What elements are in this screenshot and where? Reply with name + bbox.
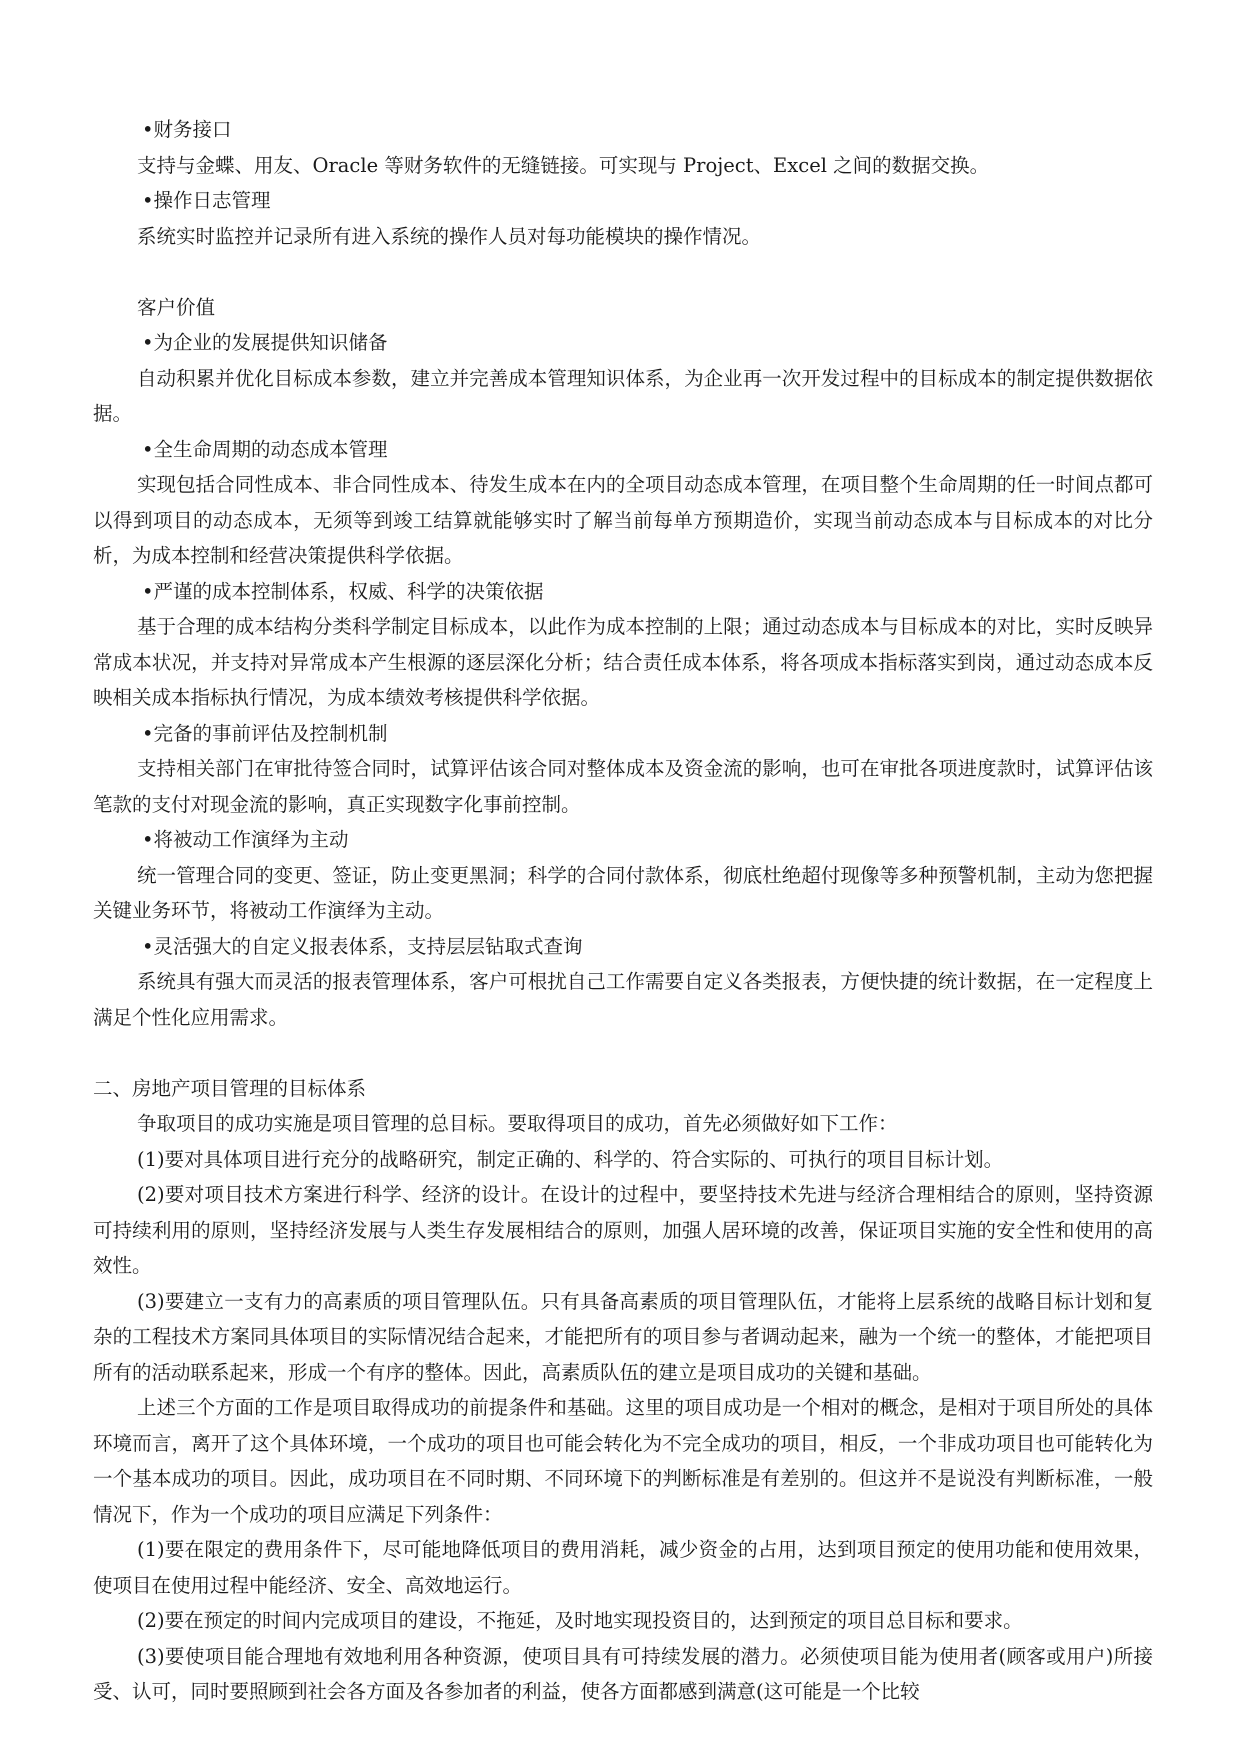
bullet-heading: •操作日志管理 [142, 189, 271, 212]
paragraph: 统一管理合同的变更、签证，防止变更黑洞；科学的合同付款体系，彻底杜绝超付现像等多种预警机制，主动为您把握关键业务环节，将被动工作演绎为主动。 [93, 863, 1153, 922]
numbered-paragraph: (2)要在预定的时间内完成项目的建设，不拖延，及时地实现投资目的，达到预定的项目总目标和要求。 [137, 1609, 1023, 1632]
bullet-heading: •全生命周期的动态成本管理 [142, 437, 388, 461]
paragraph: 实现包括合同性成本、非合同性成本、待发生成本在内的全项目动态成本管理，在项目整个生命周期的任一时间点都可以得到项目的动态成本，无须等到竣工结算就能够实时了解当前每单方预期造价，实现当前动态成本与目标成本的对比分析，为成本控制和经营决策提供科学依据。 [93, 473, 1153, 567]
subsection-title: 客户价值 [137, 295, 216, 319]
paragraph: 上述三个方面的工作是项目取得成功的前提条件和基础。这里的项目成功是一个相对的概念，是相对于项目所处的具体环境而言，离开了这个具体环境，一个成功的项目也可能会转化为不完全成功的项目，相反，一个非成功项目也可能转化为一个基本成功的项目。因此，成功项目在不同时期、不同环境下的判断标准是有差别的。但这并不是说没有判断标准，一般情况下，作为一个成功的项目应满足下列条件： [93, 1396, 1153, 1526]
bullet-heading: •完备的事前评估及控制机制 [142, 721, 388, 745]
bullet-heading: •严谨的成本控制体系，权威、科学的决策依据 [142, 579, 544, 603]
numbered-paragraph: (1)要对具体项目进行充分的战略研究，制定正确的、科学的、符合实际的、可执行的项目目标计划。 [137, 1147, 1004, 1171]
bullet-heading: •将被动工作演绎为主动 [142, 828, 349, 851]
paragraph: 支持相关部门在审批待签合同时，试算评估该合同对整体成本及资金流的影响，也可在审批各项进度款时，试算评估该笔款的支付对现金流的影响，真正实现数字化事前控制。 [93, 757, 1153, 816]
document-body [93, 112, 1153, 1710]
numbered-paragraph: (3)要建立一支有力的高素质的项目管理队伍。只有具备高素质的项目管理队伍，才能将上层系统的战略目标计划和复杂的工程技术方案同具体项目的实际情况结合起来，才能把所有的项目参与者调动起来，融为一个统一的整体，才能把项目所有的活动联系起来，形成一个有序的整体。因此，高素质队伍的建立是项目成功的关键和基础。 [93, 1289, 1153, 1384]
numbered-paragraph: (2)要对项目技术方案进行科学、经济的设计。在设计的过程中，要坚持技术先进与经济合理相结合的原则，坚持资源可持续利用的原则，坚持经济发展与人类生存发展相结合的原则，加强人居环境的改善，保证项目实施的安全性和使用的高效性。 [93, 1183, 1153, 1277]
bullet-heading: •财务接口 [142, 118, 232, 141]
section-title: 二、房地产项目管理的目标体系 [93, 1076, 367, 1100]
paragraph: 系统具有强大而灵活的报表管理体系，客户可根扰自己工作需要自定义各类报表，方便快捷的统计数据，在一定程度上满足个性化应用需求。 [93, 970, 1153, 1029]
paragraph: 基于合理的成本结构分类科学制定目标成本，以此作为成本控制的上限；通过动态成本与目标成本的对比，实时反映异常成本状况，并支持对异常成本产生根源的逐层深化分析；结合责任成本体系，将各项成本指标落实到岗，通过动态成本反映相关成本指标执行情况，为成本绩效考核提供科学依据。 [93, 615, 1153, 709]
paragraph: 自动积累并优化目标成本参数，建立并完善成本管理知识体系，为企业再一次开发过程中的目标成本的制定提供数据依据。 [93, 366, 1153, 425]
numbered-paragraph: (3)要使项目能合理地有效地利用各种资源，使项目具有可持续发展的潜力。必须使项目能为使用者(顾客或用户)所接受、认可，同时要照顾到社会各方面及各参加者的利益，使各方面都感到满意(这可能是一个比较 [93, 1644, 1153, 1703]
blank-line [93, 1035, 1153, 1071]
bullet-heading: •为企业的发展提供知识储备 [142, 331, 388, 354]
bullet-heading: •灵活强大的自定义报表体系，支持层层钻取式查询 [142, 934, 583, 958]
paragraph: 争取项目的成功实施是项目管理的总目标。要取得项目的成功，首先必须做好如下工作： [137, 1112, 898, 1135]
numbered-paragraph: (1)要在限定的费用条件下，尽可能地降低项目的费用消耗，减少资金的占用，达到项目预定的使用功能和使用效果，使项目在使用过程中能经济、安全、高效地运行。 [93, 1538, 1153, 1597]
paragraph: 支持与金蝶、用友、Oracle 等财务软件的无缝链接。可实现与 Project、Excel 之间的数据交换。 [137, 153, 990, 177]
blank-line [93, 254, 1153, 290]
paragraph: 系统实时监控并记录所有进入系统的操作人员对每功能模块的操作情况。 [137, 224, 762, 248]
